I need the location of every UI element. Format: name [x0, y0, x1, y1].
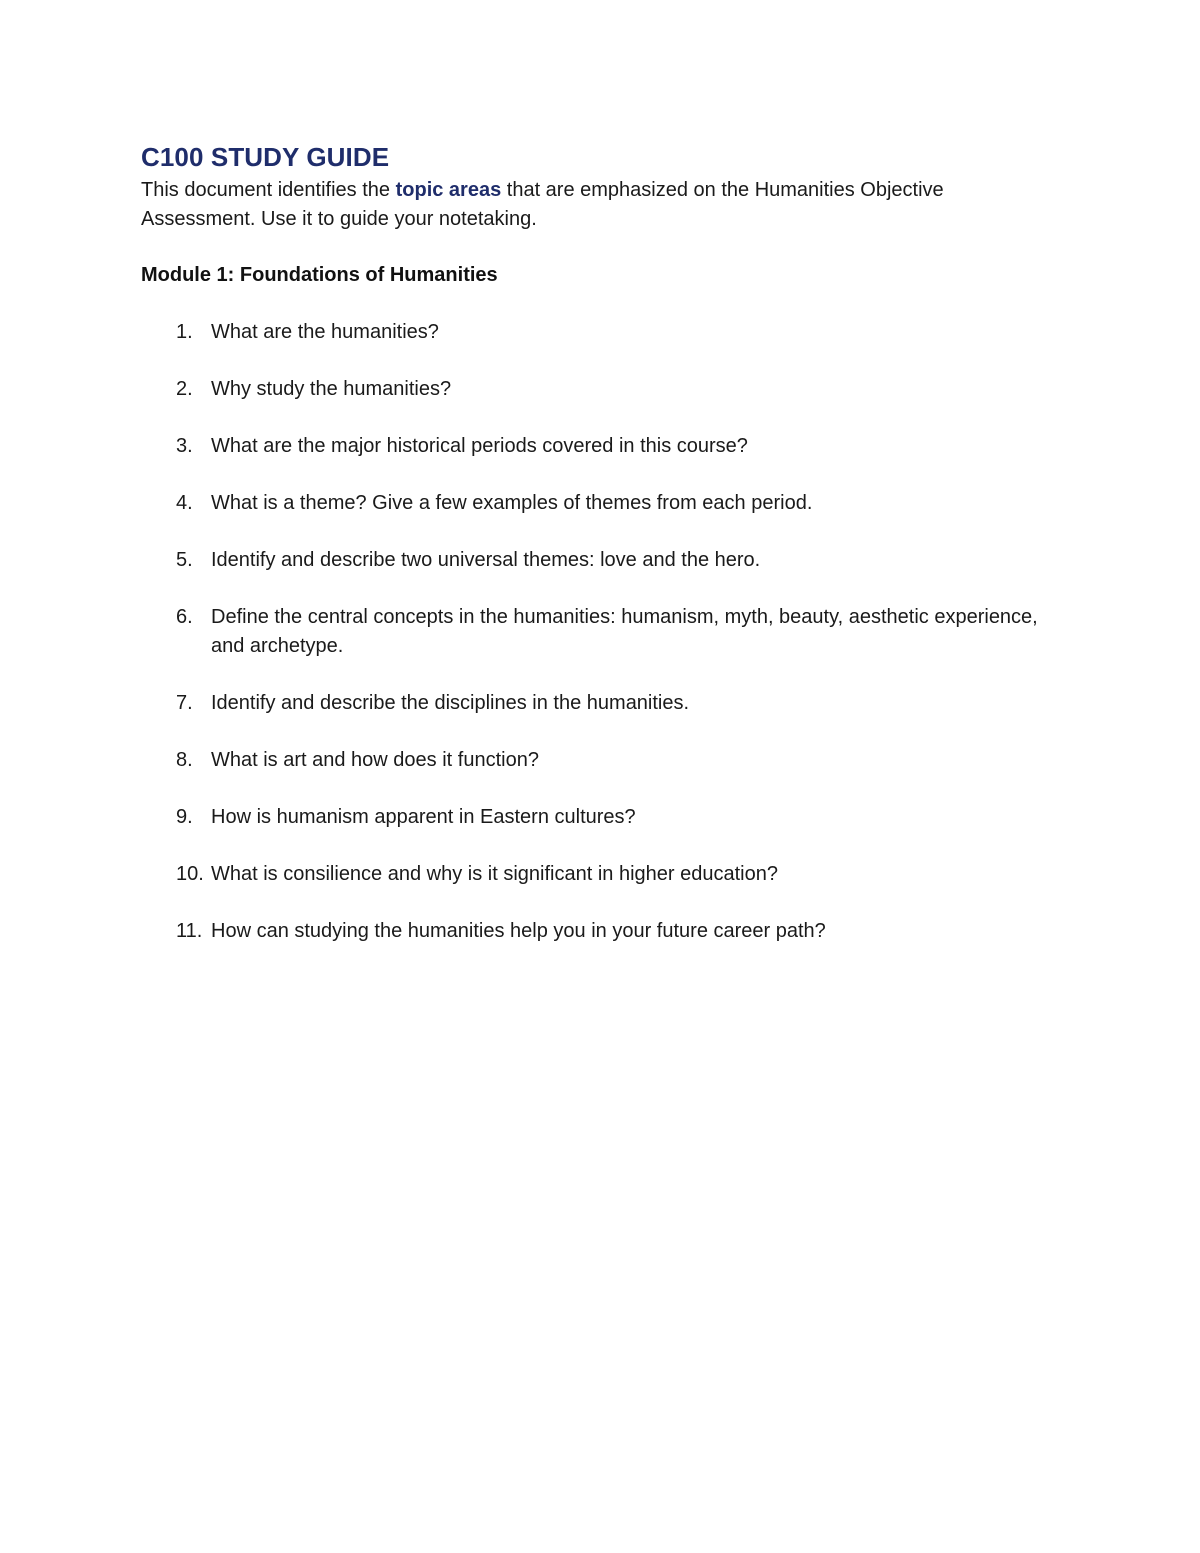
list-item-text: What is consilience and why is it significant in higher education? — [211, 863, 778, 885]
list-item-number: 5. — [176, 549, 193, 571]
list-item — [141, 917, 1041, 946]
list-item-number: 9. — [176, 806, 193, 828]
list-item-number: 1. — [176, 321, 193, 343]
list-item-text: What are the major historical periods covered in this course? — [211, 435, 748, 457]
list-item-number: 3. — [176, 435, 193, 457]
list-item-number: 10. — [176, 863, 204, 885]
list-item-text: What is a theme? Give a few examples of themes from each period. — [211, 492, 813, 514]
intro-text-after: that are emphasized on the Humanities Objective Assessment. Use it to guide your notetaking. — [141, 179, 944, 230]
list-item-number: 8. — [176, 749, 193, 771]
list-item-text: How is humanism apparent in Eastern cultures? — [211, 806, 636, 828]
list-item-number: 6. — [176, 606, 193, 628]
list-item-number: 4. — [176, 492, 193, 514]
list-item-number: 7. — [176, 692, 193, 714]
list-item — [141, 860, 1041, 889]
list-item — [141, 489, 1041, 518]
list-item-text: Identify and describe two universal themes: love and the hero. — [211, 549, 761, 571]
list-item-text: What are the humanities? — [211, 321, 439, 343]
intro-paragraph — [141, 176, 1041, 234]
list-item — [141, 689, 1041, 718]
list-item-text: Define the central concepts in the humanities: humanism, myth, beauty, aesthetic experience, and archetype. — [211, 606, 1038, 657]
list-item-text: Identify and describe the disciplines in the humanities. — [211, 692, 690, 714]
list-item — [141, 546, 1041, 575]
list-item-number: 11. — [176, 920, 203, 942]
list-item-text: What is art and how does it function? — [211, 749, 539, 771]
list-item-number: 2. — [176, 378, 193, 400]
list-item-text: Why study the humanities? — [211, 378, 452, 400]
module-heading: Module 1: Foundations of Humanities — [141, 264, 498, 286]
list-item — [141, 603, 1041, 661]
list-item — [141, 746, 1041, 775]
questions-list — [141, 318, 1041, 946]
list-item — [141, 803, 1041, 832]
list-item — [141, 432, 1041, 461]
intro-text-before: This document identifies the — [141, 179, 396, 201]
document-content — [141, 140, 1041, 974]
page-title: C100 STUDY GUIDE — [141, 142, 390, 172]
list-item-text: How can studying the humanities help you in your future career path? — [211, 920, 826, 942]
intro-emphasis: topic areas — [395, 179, 502, 201]
list-item — [141, 375, 1041, 404]
list-item — [141, 318, 1041, 347]
